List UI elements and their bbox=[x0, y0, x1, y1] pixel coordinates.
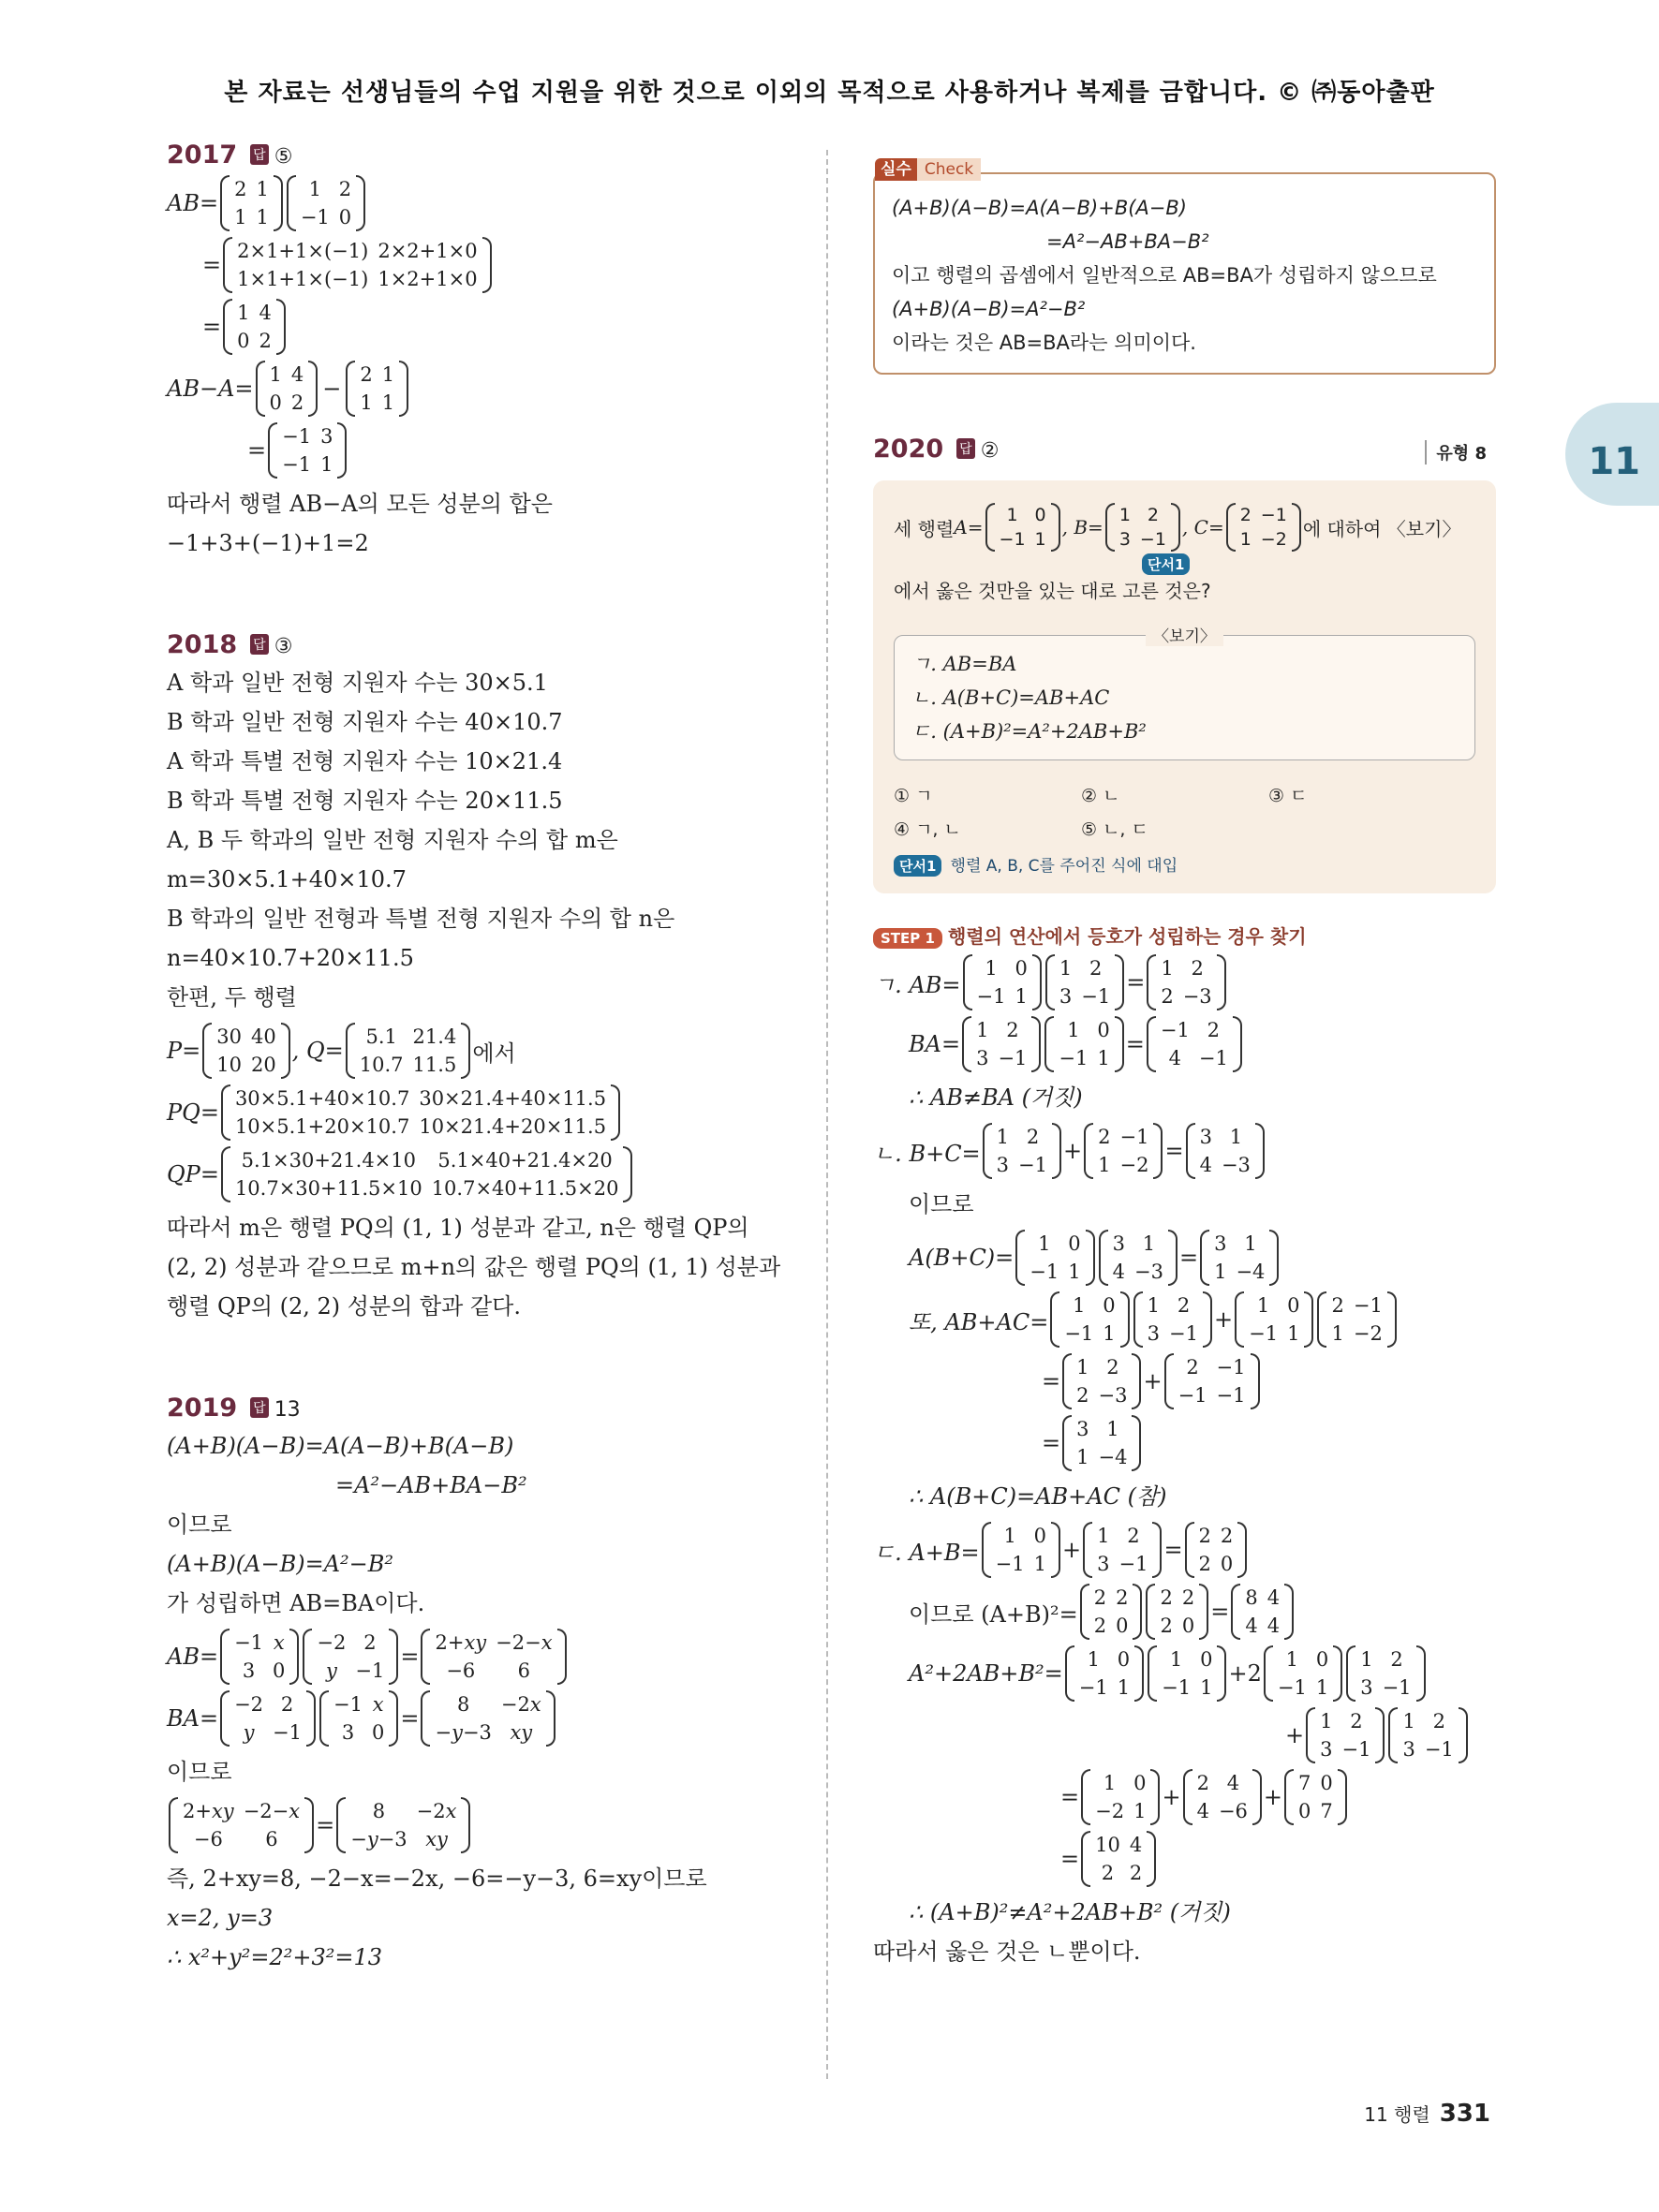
check-box bbox=[873, 160, 1496, 375]
text-line: x=2, y=3 bbox=[167, 1905, 274, 1931]
choice-2: ② ㄴ bbox=[1081, 786, 1120, 806]
matrix: 2 1 1 1 bbox=[220, 175, 283, 231]
equation-line: ㄴ. B+C= 1 2 3 −1 + 2 −1 1 −2 = 3 1 4 −3 bbox=[873, 1123, 1496, 1179]
choice-4: ④ ㄱ, ㄴ bbox=[894, 819, 961, 840]
left-column bbox=[167, 140, 804, 1977]
problem-2018 bbox=[167, 630, 804, 1326]
matrix: 8 −2x −y−3 xy bbox=[336, 1797, 470, 1853]
problem-number: 2017 bbox=[167, 140, 238, 170]
equation-line: AB= −1 x 3 0 −2 2 y −1 = 2+xy −2−x −6 6 bbox=[167, 1629, 804, 1685]
bogi-title: 〈보기〉 bbox=[1146, 627, 1223, 646]
matrix: 1 2 2 −3 bbox=[1147, 954, 1225, 1010]
matrix: 2 1 1 1 bbox=[346, 361, 408, 417]
matrix: 1 2 3 −1 bbox=[1346, 1645, 1425, 1702]
matrix: 8 4 4 4 bbox=[1231, 1584, 1294, 1640]
equation-line: 2+xy −2−x −6 6 = 8 −2x −y−3 xy bbox=[167, 1797, 804, 1853]
answer-label: 답 bbox=[956, 438, 975, 459]
matrix: 1 0 −1 1 bbox=[1235, 1291, 1313, 1348]
column-divider bbox=[826, 150, 828, 2079]
matrix: 1 2 −1 0 bbox=[287, 175, 365, 231]
equation-line: BA= 1 2 3 −1 1 0 −1 1 = −1 2 4 −1 bbox=[909, 1016, 1496, 1072]
matrix: 10 4 2 2 bbox=[1081, 1831, 1156, 1887]
text-line: 이므로 bbox=[167, 1759, 232, 1785]
page-footer bbox=[1364, 2100, 1490, 2128]
matrix: 1 2 3 −1 bbox=[1306, 1707, 1385, 1763]
matrix: −1 3 −1 1 bbox=[268, 422, 347, 479]
matrix: 3 1 4 −3 bbox=[1186, 1123, 1265, 1179]
clue-text: 행렬 A, B, C를 주어진 식에 대입 bbox=[950, 857, 1178, 876]
equation-line: ㄷ. A+B= 1 0 −1 1 + 1 2 3 −1 = 2 2 2 0 bbox=[873, 1522, 1496, 1578]
matrix: 1 2 3 −1 bbox=[1045, 954, 1124, 1010]
text-line: A, B 두 학과의 일반 전형 지원자 수의 합 m은 bbox=[167, 827, 618, 853]
problem-box bbox=[873, 480, 1496, 893]
matrix: 2×1+1×(−1) 2×2+1×0 1×1+1×(−1) 1×2+1×0 bbox=[223, 237, 491, 293]
text-line: ∴ A(B+C)=AB+AC (참) bbox=[909, 1483, 1167, 1510]
matrix: 8 −2x −y−3 xy bbox=[421, 1690, 555, 1747]
matrix: −2 2 y −1 bbox=[303, 1629, 398, 1685]
text-line: (A+B)(A−B)=A(A−B)+B(A−B) bbox=[892, 197, 1187, 219]
equation-line: 또, AB+AC= 1 0 −1 1 1 2 3 −1 + 1 0 −1 1 2 −1 1 −2 bbox=[909, 1291, 1496, 1348]
bogi-item: ㄴ. A(B+C)=AB+AC bbox=[911, 686, 1110, 709]
text-line: B 학과의 일반 전형과 특별 전형 지원자 수의 합 n은 bbox=[167, 906, 675, 932]
equation-line: = 1 4 0 2 bbox=[202, 299, 804, 355]
answer-value: 13 bbox=[274, 1398, 301, 1422]
clue-tag: 단서1 bbox=[894, 855, 941, 877]
matrix: 1 2 3 −1 bbox=[1133, 1291, 1212, 1348]
matrix: 2 −1 1 −2 bbox=[1317, 1291, 1396, 1348]
equation-line: QP= 5.1×30+21.4×10 5.1×40+21.4×20 10.7×30+11.5×10 10.7×40+11.5×20 bbox=[167, 1146, 804, 1202]
equation-line: = 10 4 2 2 bbox=[1060, 1831, 1496, 1887]
bogi-box bbox=[894, 627, 1475, 760]
text-line: 이고 행렬의 곱셈에서 일반적으로 AB=BA가 성립하지 않으므로 bbox=[892, 264, 1437, 287]
equation-line: PQ= 30×5.1+40×10.7 30×21.4+40×11.5 10×5.1+20×10.7 10×21.4+20×11.5 bbox=[167, 1084, 804, 1141]
answer-value: ⑤ bbox=[274, 145, 293, 169]
problem-number: 2020 bbox=[873, 435, 944, 464]
matrix: 3 1 1 −4 bbox=[1062, 1415, 1141, 1471]
matrix: 1 0 −1 1 bbox=[1264, 1645, 1342, 1702]
bogi-item: ㄱ. AB=BA bbox=[911, 653, 1017, 675]
step-tag: STEP 1 bbox=[873, 928, 942, 949]
matrix: −1 x 3 0 bbox=[319, 1690, 398, 1747]
answer-label: 답 bbox=[250, 1397, 269, 1418]
text-line: −1+3+(−1)+1=2 bbox=[167, 530, 369, 556]
problem-2017 bbox=[167, 140, 804, 563]
matrix: 30×5.1+40×10.7 30×21.4+40×11.5 10×5.1+20×10.7 10×21.4+20×11.5 bbox=[221, 1084, 620, 1141]
equation-line: 이므로 (A+B)²= 2 2 2 0 2 2 2 0 = 8 4 4 4 bbox=[909, 1584, 1496, 1640]
footer-chapter: 11 행렬 bbox=[1364, 2103, 1430, 2126]
equation-line: = 2×1+1×(−1) 2×2+1×0 1×1+1×(−1) 1×2+1×0 bbox=[202, 237, 804, 293]
equation-line: + 1 2 3 −1 1 2 3 −1 bbox=[1285, 1707, 1496, 1763]
matrix: 1 4 0 2 bbox=[256, 361, 318, 417]
matrix: 7 0 0 7 bbox=[1284, 1769, 1347, 1825]
equation-line: AB= 2 1 1 1 1 2 −1 0 bbox=[167, 175, 804, 231]
matrix: 1 4 0 2 bbox=[223, 299, 286, 355]
matrix: 5.1 21.4 10.7 11.5 bbox=[346, 1023, 471, 1079]
matrix: 1 2 3 −1 bbox=[1388, 1707, 1467, 1763]
matrix: 2 4 4 −6 bbox=[1183, 1769, 1262, 1825]
type-label: 유형 8 bbox=[1425, 440, 1487, 465]
matrix: 1 0 −1 1 bbox=[1015, 1230, 1094, 1286]
text-line: 이므로 bbox=[909, 1191, 974, 1217]
text-line: B 학과 일반 전형 지원자 수는 40×10.7 bbox=[167, 709, 563, 735]
matrix: 3 1 1 −4 bbox=[1200, 1230, 1279, 1286]
matrix: 2+xy −2−x −6 6 bbox=[169, 1797, 314, 1853]
text-line: =A²−AB+BA−B² bbox=[335, 1472, 527, 1498]
text-line: B 학과 특별 전형 지원자 수는 20×11.5 bbox=[167, 788, 563, 814]
text-line: 따라서 m은 행렬 PQ의 (1, 1) 성분과 같고, n은 행렬 QP의 bbox=[167, 1215, 749, 1241]
answer-value: ③ bbox=[274, 635, 293, 658]
matrix: 5.1×30+21.4×10 5.1×40+21.4×20 10.7×30+11.5×10 10.7×40+11.5×20 bbox=[221, 1146, 633, 1202]
text-line: 가 성립하면 AB=BA이다. bbox=[167, 1590, 425, 1616]
matrix: 2 −1 1 −2 bbox=[1226, 503, 1301, 552]
text-line: 따라서 행렬 AB−A의 모든 성분의 합은 bbox=[167, 491, 553, 517]
text-line: ∴ (A+B)²≠A²+2AB+B² (거짓) bbox=[909, 1899, 1231, 1925]
text-line: 행렬 QP의 (2, 2) 성분의 합과 같다. bbox=[167, 1293, 521, 1320]
check-tag: 실수 Check bbox=[875, 155, 981, 179]
text-line: 이라는 것은 AB=BA라는 의미이다. bbox=[892, 332, 1196, 354]
step-title: 행렬의 연산에서 등호가 성립하는 경우 찾기 bbox=[947, 925, 1307, 948]
copyright-banner: 본 자료는 선생님들의 수업 지원을 위한 것으로 이외의 목적으로 사용하거나 복제를 금합니다. © ㈜동아출판 bbox=[224, 79, 1435, 107]
answer-label: 답 bbox=[250, 634, 269, 655]
equation-line: = 3 1 1 −4 bbox=[1042, 1415, 1496, 1471]
text-line: 즉, 2+xy=8, −2−x=−2x, −6=−y−3, 6=xy이므로 bbox=[167, 1865, 707, 1892]
matrix: 2+xy −2−x −6 6 bbox=[421, 1629, 566, 1685]
equation-line: ㄱ. AB= 1 0 −1 1 1 2 3 −1 = 1 2 2 −3 bbox=[873, 954, 1496, 1010]
matrix: 3 1 4 −3 bbox=[1099, 1230, 1178, 1286]
clue-tag: 단서1 bbox=[1142, 553, 1190, 575]
equation-line: A(B+C)= 1 0 −1 1 3 1 4 −3 = 3 1 1 −4 bbox=[909, 1230, 1496, 1286]
matrix: 2 −1 −1 −1 bbox=[1164, 1353, 1260, 1409]
matrix: 30 40 10 20 bbox=[202, 1023, 289, 1079]
matrix: 1 0 −1 1 bbox=[1148, 1645, 1226, 1702]
page-number: 331 bbox=[1439, 2100, 1490, 2128]
matrix: 1 2 3 −1 bbox=[962, 1016, 1041, 1072]
question-line: 에서 옳은 것만을 있는 대로 고른 것은? bbox=[894, 580, 1211, 602]
matrix: 1 2 3 −1 bbox=[1105, 503, 1180, 552]
equation-line: BA= −2 2 y −1 −1 x 3 0 = 8 −2x −y−3 xy bbox=[167, 1690, 804, 1747]
matrix: 1 2 2 −3 bbox=[1062, 1353, 1141, 1409]
choice-3: ③ ㄷ bbox=[1268, 786, 1308, 806]
text-line: (A+B)(A−B)=A²−B² bbox=[892, 298, 1086, 320]
answer-value: ② bbox=[980, 439, 1000, 463]
problem-2019 bbox=[167, 1394, 804, 1977]
problem-2020 bbox=[873, 435, 1496, 1971]
text-line: m=30×5.1+40×10.7 bbox=[167, 866, 407, 892]
matrix: 1 0 −1 1 bbox=[982, 1522, 1060, 1578]
bogi-item: ㄷ. (A+B)²=A²+2AB+B² bbox=[911, 720, 1147, 743]
equation-line: = 1 0 −2 1 + 2 4 4 −6 + 7 0 0 7 bbox=[1060, 1769, 1496, 1825]
equation-line: = −1 3 −1 1 bbox=[247, 422, 804, 479]
matrix: 1 0 −1 1 bbox=[1065, 1645, 1144, 1702]
matrix: 1 2 3 −1 bbox=[983, 1123, 1061, 1179]
choices bbox=[894, 779, 1475, 847]
matrix: 2 2 2 0 bbox=[1146, 1584, 1208, 1640]
text-line: A 학과 특별 전형 지원자 수는 10×21.4 bbox=[167, 748, 563, 774]
equation-line: = 1 2 2 −3 + 2 −1 −1 −1 bbox=[1042, 1353, 1496, 1409]
text-line: n=40×10.7+20×11.5 bbox=[167, 945, 414, 971]
equation-line: A²+2AB+B²= 1 0 −1 1 1 0 −1 1 +2 1 0 −1 1 1 2 3 −1 bbox=[909, 1645, 1496, 1702]
equation-line: AB−A= 1 4 0 2 − 2 1 1 1 bbox=[167, 361, 804, 417]
text-line: ∴ AB≠BA (거짓) bbox=[909, 1084, 1083, 1111]
matrix: −1 x 3 0 bbox=[220, 1629, 299, 1685]
problem-number: 2019 bbox=[167, 1394, 238, 1423]
matrix: 1 2 3 −1 bbox=[1083, 1522, 1162, 1578]
matrix: 1 0 −1 1 bbox=[985, 503, 1060, 552]
text-line: A 학과 일반 전형 지원자 수는 30×5.1 bbox=[167, 670, 548, 696]
matrix: 1 0 −1 1 bbox=[963, 954, 1042, 1010]
matrix: 2 2 2 0 bbox=[1080, 1584, 1143, 1640]
chapter-tab-number: 11 bbox=[1588, 440, 1640, 483]
text-line: =A²−AB+BA−B² bbox=[1046, 230, 1209, 253]
matrix: 1 0 −1 1 bbox=[1044, 1016, 1123, 1072]
choice-5: ⑤ ㄴ, ㄷ bbox=[1081, 819, 1148, 840]
matrix: 1 0 −1 1 bbox=[1050, 1291, 1129, 1348]
text-line: 한편, 두 행렬 bbox=[167, 984, 297, 1010]
answer-label: 답 bbox=[250, 144, 269, 165]
equation-line: P= 30 40 10 20 , Q= 5.1 21.4 10.7 11.5 에서 bbox=[167, 1023, 804, 1079]
text-line: 이므로 bbox=[167, 1512, 232, 1538]
matrix: −2 2 y −1 bbox=[220, 1690, 316, 1747]
text-line: (A+B)(A−B)=A(A−B)+B(A−B) bbox=[167, 1433, 514, 1459]
choice-1: ① ㄱ bbox=[894, 786, 933, 806]
right-column bbox=[873, 159, 1496, 1971]
matrix: 1 0 −2 1 bbox=[1081, 1769, 1160, 1825]
problem-number: 2018 bbox=[167, 630, 238, 659]
matrix: 2 2 2 0 bbox=[1185, 1522, 1248, 1578]
text-line: ∴ x²+y²=2²+3²=13 bbox=[167, 1944, 382, 1970]
question-line: 세 행렬 A= 1 0 −1 1 , B= 1 2 3 −1 , C= 2 −1 1 −2 에 대하여 〈보기〉 bbox=[894, 505, 1461, 550]
text-line: 따라서 옳은 것은 ㄴ뿐이다. bbox=[873, 1939, 1141, 1965]
text-line: (A+B)(A−B)=A²−B² bbox=[167, 1551, 394, 1577]
matrix: −1 2 4 −1 bbox=[1147, 1016, 1242, 1072]
text-line: (2, 2) 성분과 같으므로 m+n의 값은 행렬 PQ의 (1, 1) 성분과 bbox=[167, 1254, 781, 1280]
matrix: 2 −1 1 −2 bbox=[1084, 1123, 1163, 1179]
